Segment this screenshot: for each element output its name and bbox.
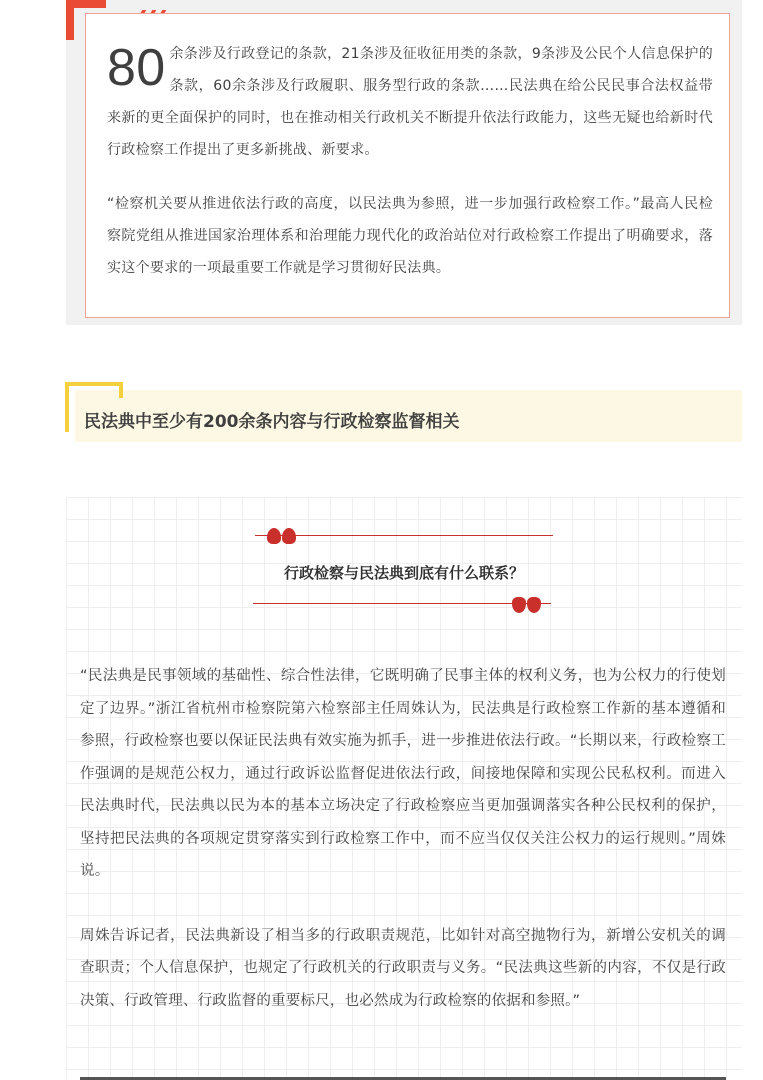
intro-corner-accent-top [66,0,106,8]
section-heading: 民法典中至少有200余条内容与行政检察监督相关 [84,412,460,432]
question-rule-top [255,535,553,536]
big-number: 80 [107,39,166,97]
article-paragraph-1: “民法典是民事领域的基础性、综合性法律，它既明确了民事主体的权利义务，也为公权力的行使划定了边界。”浙江省杭州市检察院第六检察部主任周姝认为，民法典是行政检察工作新的基本遵循和参照，行政检察也要以保证民法典有效实施为抓手，进一步推进依法行政。“长期以来，行政检察工作强调的是规范公权力，通过行政诉讼监督促进依法行政，间接地保障和实现公民私权利。而进入民法典时代，民法典以民为本的基本立场决定了行政检察应当更加强调落实各种公民权利的保护，坚持把民法典的各项规定贯穿落实到行政检察工作中，而不应当仅仅关注公权力的运行规则。”周姝说。 [80,668,726,879]
intro-paragraph-1 [107,38,713,166]
question-title: 行政检察与民法典到底有什么联系？ [283,564,524,582]
intro-paragraph-2: “检察机关要从推进依法行政的高度，以民法典为参照，进一步加强行政检察工作。”最高人民检察院党组从推进国家治理体系和治理能力现代化的政治站位对行政检察工作提出了明确要求，落实这个要求的一项最重要工作就是学习贯彻好民法典。 [107,196,713,276]
intro-text [107,38,713,284]
close-quote-icon [512,597,541,613]
open-quote-icon [267,528,296,544]
article-paragraph-2: 周姝告诉记者，民法典新设了相当多的行政职责规范，比如针对高空抛物行为，新增公安机关的调查职责；个人信息保护，也规定了行政机关的行政职责与义务。“民法典这些新的内容，不仅是行政决策、行政管理、行政监督的重要标尺，也必然成为行政检察的依据和参照。” [80,927,726,1009]
article-body [80,660,726,1017]
intro-paragraph-1-text: 余条涉及行政登记的条款，21条涉及征收征用类的条款，9条涉及公民个人信息保护的条款，60余条涉及行政履职、服务型行政的条款……民法典在给公民民事合法权益带来新的更全面保护的同时，也在推动相关行政机关不断提升依法行政能力，这些无疑也给新时代行政检察工作提出了更多新挑战、新要求。 [107,46,713,158]
question-rule-bottom [253,603,551,604]
